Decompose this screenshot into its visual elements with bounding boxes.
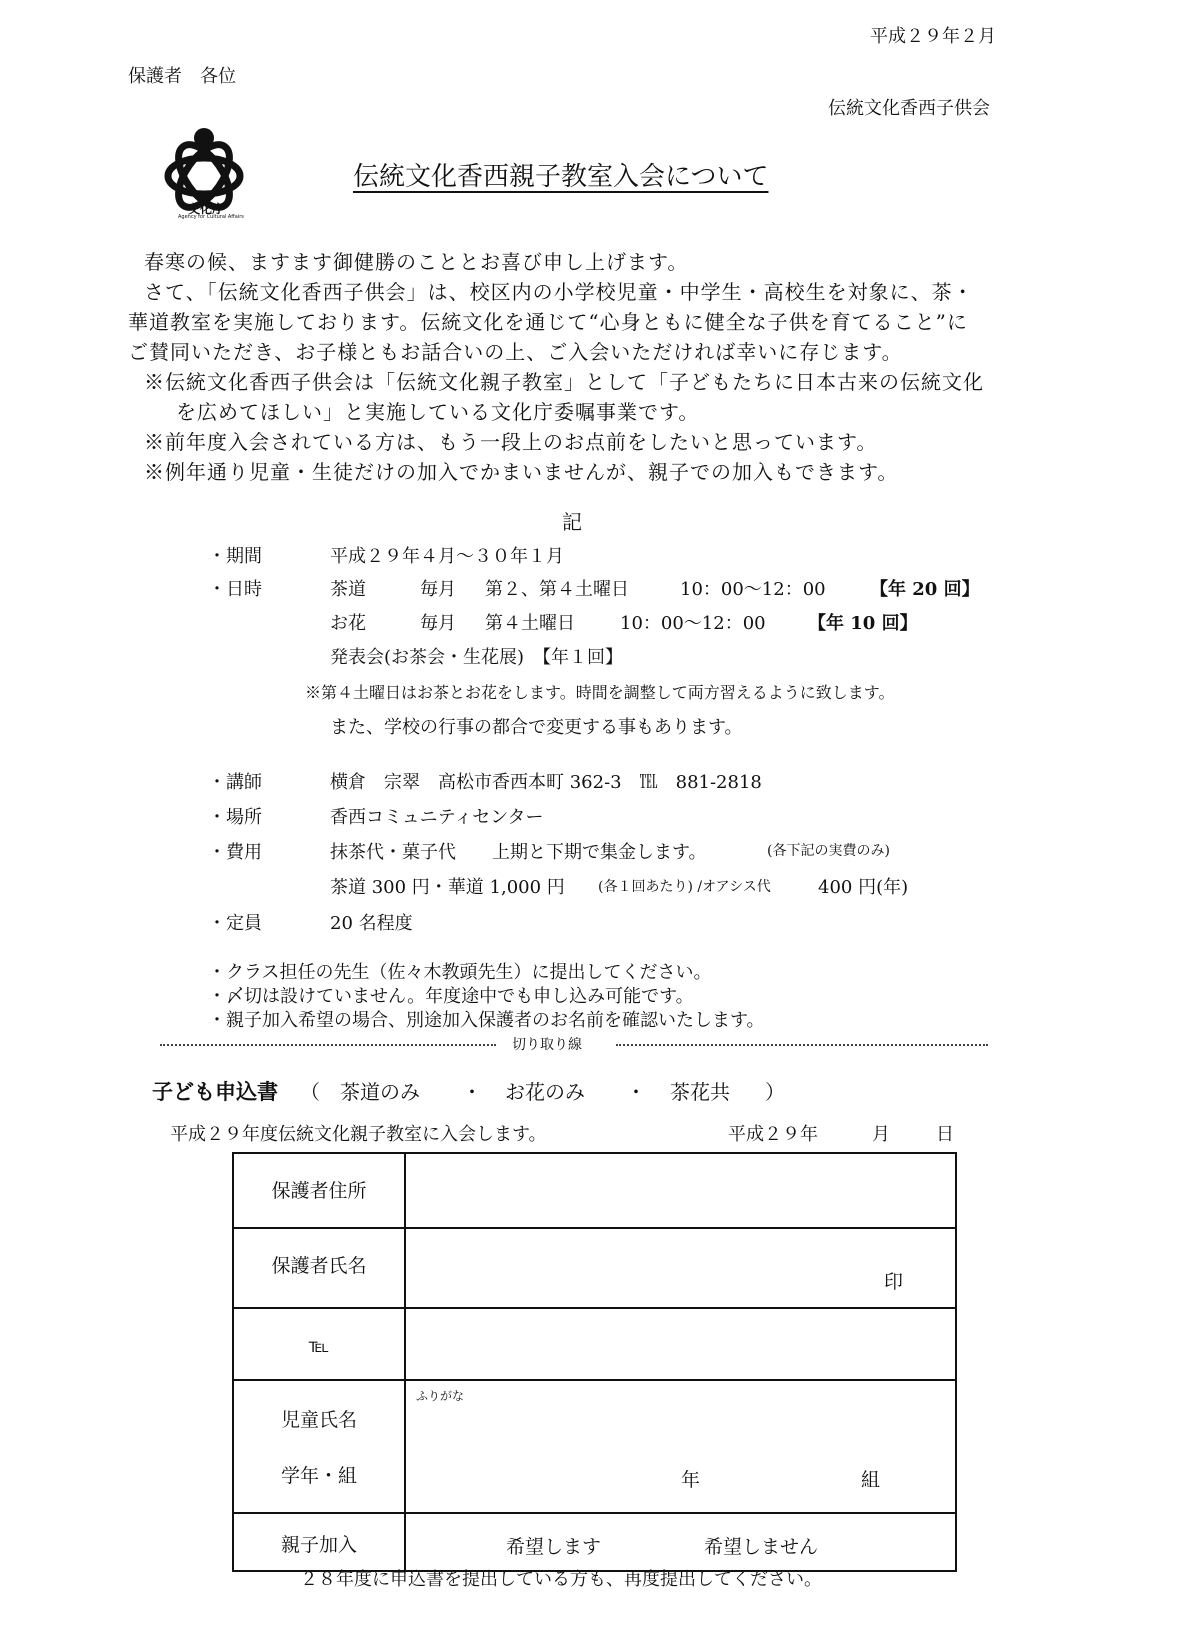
teacher-label: ・講師 [208,772,262,793]
tel-field[interactable] [405,1308,956,1380]
intro-line: ご賛同いただき、お子様ともお話合いの上、ご入会いただければ幸いに存じます。 [128,340,903,364]
cut-line-label: 切り取り線 [512,1037,582,1053]
form-heading: 子ども申込書 [152,1079,278,1104]
table-row [233,1513,956,1571]
intro-line: ※例年通り児童・生徒だけの加入でかまいませんが、親子での加入もできます。 [144,460,899,484]
intro-line: 華道教室を実施しております。伝統文化を通じて“心身ともに健全な子供を育てること”に [128,310,968,334]
address-label: 保護者住所 [233,1153,405,1228]
teacher-value: 横倉 宗翠 高松市香西本町 362-3 ℡ 881-2818 [330,772,762,793]
address-field[interactable] [405,1153,956,1228]
intro-line: を広めてほしい」と実施している文化庁委嘱事業です。 [176,400,700,424]
form-date-year: 平成２９年 [728,1124,818,1145]
sender: 伝統文化香西子供会 [828,98,990,119]
child-name-field[interactable] [405,1380,956,1513]
application-form-table [232,1152,957,1572]
note-item: ・親子加入希望の場合、別途加入保護者のお名前を確認いたします。 [208,1010,765,1031]
place-value: 香西コミュニティセンター [330,807,544,828]
capacity-value: 20 名程度 [330,913,413,934]
fee-line-2-note: (各１回あたり) /オアシス代 [598,879,771,895]
grade-label: 学年・組 [280,1465,357,1487]
option-ohana-only[interactable]: お花のみ [505,1080,585,1104]
guardian-name-label: 保護者氏名 [233,1228,405,1308]
table-row [233,1308,956,1380]
period-value: 平成２９年４月～３０年１月 [330,546,564,567]
note-item: ・〆切は設けていません。年度途中でも申し込み可能です。 [208,986,694,1007]
logo-subcaption: Agency for Cultural Affairs [178,214,244,220]
period-label: ・期間 [208,546,262,567]
cut-line-right [616,1044,988,1046]
fee-label: ・費用 [208,842,262,863]
schedule-note: ※第４土曜日はお茶とお花をします。時間を調整して両方習えるように致します。 [305,683,895,702]
place-label: ・場所 [208,807,262,828]
option-separator: ・ [626,1080,646,1104]
ohana-count: 【年 10 回】 [808,613,918,634]
sado-name: 茶道 [330,579,366,600]
sado-freq: 毎月 [420,579,456,600]
table-row [233,1153,956,1228]
sado-count: 【年 20 回】 [870,579,980,600]
form-statement: 平成２９年度伝統文化親子教室に入会します。 [170,1124,547,1145]
options-open: （ [300,1080,320,1104]
child-name-label: 児童氏名 [280,1409,357,1431]
logo-caption: 文化庁 [188,202,225,216]
fee-line-2-oasis: 400 円(年) [818,877,909,898]
intro-line: 春寒の候、ますます御健勝のこととお喜び申し上げます。 [144,250,689,274]
ohana-name: お花 [330,613,366,634]
datetime-label: ・日時 [208,579,262,600]
ohana-freq: 毎月 [420,613,456,634]
schedule-note-2: また、学校の行事の都合で変更する事もあります。 [330,717,743,738]
ohana-time: 10：00～12：00 [620,613,766,634]
ohana-days: 第４土曜日 [485,613,575,634]
option-both[interactable]: 茶花共 [670,1080,730,1104]
sado-days: 第２、第４土曜日 [485,579,629,600]
document-date: 平成２９年２月 [870,26,996,47]
child-label-cell [233,1380,405,1513]
option-sado-only[interactable]: 茶道のみ [340,1080,420,1104]
fee-line-2: 茶道 300 円・華道 1,000 円 [330,877,565,898]
recipient: 保護者 各位 [128,66,236,87]
table-row [233,1228,956,1308]
form-date-day: 日 [936,1124,954,1145]
cut-line-left [160,1044,496,1046]
parent-join-options [405,1513,956,1571]
furigana-label: ふりがな [416,1389,465,1403]
sado-time: 10：00～12：00 [680,579,826,600]
table-row [233,1380,956,1513]
fee-line-1-note: (各下記の実費のみ) [767,843,890,859]
fee-line-1: 抹茶代・菓子代 上期と下期で集金します。 [330,842,707,863]
parent-join-no[interactable]: 希望しません [704,1536,819,1558]
parent-join-yes[interactable]: 希望します [506,1536,602,1558]
intro-line: さて、「伝統文化香西子供会」は、校区内の小学校児童・中学生・高校生を対象に、茶・ [144,280,974,304]
options-close: ） [765,1080,785,1104]
intro-line: ※前年度入会されている方は、もう一段上のお点前をしたいと思っています。 [144,430,878,454]
recital: 発表会(お茶会・生花展) 【年１回】 [330,647,624,668]
ki-heading: 記 [562,510,582,534]
page-title: 伝統文化香西親子教室入会について [353,162,769,192]
tel-label: ℡ [233,1308,405,1380]
guardian-name-field[interactable] [405,1228,956,1308]
footer-note: ２８年度に申込書を提出している方も、再度提出してください。 [300,1569,822,1590]
grade-class-label: 組 [861,1469,881,1491]
parent-join-label: 親子加入 [233,1513,405,1571]
form-date-month: 月 [872,1124,890,1145]
intro-line: ※伝統文化香西子供会は「伝統文化親子教室」として「子どもたちに日本古来の伝統文化 [144,370,984,394]
seal-mark: 印 [883,1271,903,1293]
capacity-label: ・定員 [208,913,262,934]
option-separator: ・ [462,1080,482,1104]
grade-year-label: 年 [681,1469,701,1491]
note-item: ・クラス担任の先生（佐々木教頭先生）に提出してください。 [208,962,712,983]
